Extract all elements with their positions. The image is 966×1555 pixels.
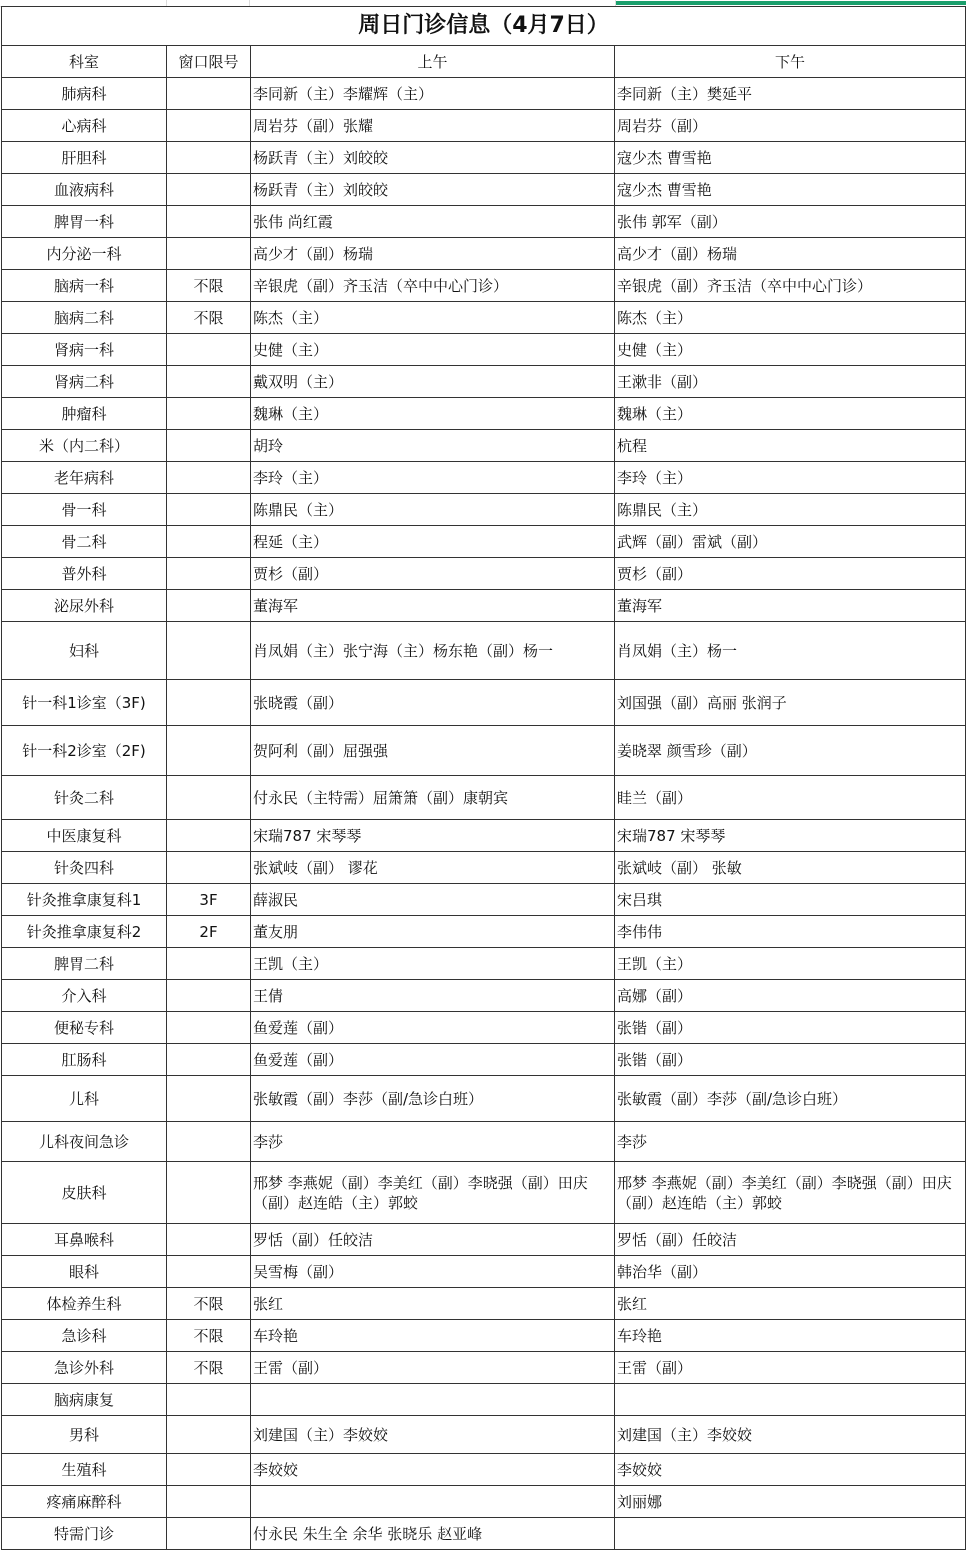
- am-cell: 高少才（副）杨瑞: [251, 238, 615, 270]
- limit-cell: [167, 558, 251, 590]
- am-cell: 辛银虎（副）齐玉洁（卒中中心门诊）: [251, 270, 615, 302]
- pm-cell: 贾杉（副）: [615, 558, 966, 590]
- pm-cell: [615, 1384, 966, 1416]
- table-row: [2, 174, 966, 206]
- limit-cell: 不限: [167, 1320, 251, 1352]
- table-row: [2, 430, 966, 462]
- table-row: [2, 1162, 966, 1224]
- am-cell: 吴雪梅（副）: [251, 1256, 615, 1288]
- dept-cell: 皮肤科: [2, 1162, 167, 1224]
- limit-cell: [167, 142, 251, 174]
- limit-cell: [167, 590, 251, 622]
- limit-cell: [167, 622, 251, 680]
- limit-cell: [167, 430, 251, 462]
- limit-cell: [167, 1416, 251, 1454]
- dept-cell: 肛肠科: [2, 1044, 167, 1076]
- dept-cell: 中医康复科: [2, 820, 167, 852]
- am-cell: 董友朋: [251, 916, 615, 948]
- dept-cell: 老年病科: [2, 462, 167, 494]
- dept-cell: 普外科: [2, 558, 167, 590]
- table-row: [2, 622, 966, 680]
- table-row: [2, 1454, 966, 1486]
- table-row: [2, 1122, 966, 1162]
- dept-cell: 血液病科: [2, 174, 167, 206]
- dept-cell: 米（内二科）: [2, 430, 167, 462]
- dept-cell: 针灸二科: [2, 776, 167, 820]
- limit-cell: 2F: [167, 916, 251, 948]
- am-cell: 周岩芬（副）张耀: [251, 110, 615, 142]
- pm-cell: 刘丽娜: [615, 1486, 966, 1518]
- table-row: [2, 726, 966, 776]
- header-row: [2, 46, 966, 78]
- pm-cell: 张伟 郭军（副）: [615, 206, 966, 238]
- table-row: [2, 366, 966, 398]
- am-cell: 李姣姣: [251, 1454, 615, 1486]
- table-row: [2, 558, 966, 590]
- am-cell: 车玲艳: [251, 1320, 615, 1352]
- am-cell: [251, 1486, 615, 1518]
- dept-cell: 介入科: [2, 980, 167, 1012]
- pm-cell: 陈杰（主）: [615, 302, 966, 334]
- dept-cell: 眼科: [2, 1256, 167, 1288]
- pm-cell: [615, 1518, 966, 1550]
- header-pm: 下午: [615, 46, 966, 78]
- limit-cell: [167, 398, 251, 430]
- pm-cell: 周岩芬（副）: [615, 110, 966, 142]
- table-row: [2, 1486, 966, 1518]
- limit-cell: [167, 526, 251, 558]
- limit-cell: [167, 1384, 251, 1416]
- limit-cell: [167, 948, 251, 980]
- dept-cell: 生殖科: [2, 1454, 167, 1486]
- header-limit: 窗口限号: [167, 46, 251, 78]
- limit-cell: [167, 726, 251, 776]
- dept-cell: 耳鼻喉科: [2, 1224, 167, 1256]
- table-row: [2, 1416, 966, 1454]
- limit-cell: [167, 1486, 251, 1518]
- limit-cell: [167, 980, 251, 1012]
- table-row: [2, 238, 966, 270]
- pm-cell: 李玲（主）: [615, 462, 966, 494]
- dept-cell: 特需门诊: [2, 1518, 167, 1550]
- limit-cell: [167, 1256, 251, 1288]
- table-row: [2, 1076, 966, 1122]
- dept-cell: 疼痛麻醉科: [2, 1486, 167, 1518]
- limit-cell: [167, 852, 251, 884]
- limit-cell: [167, 1122, 251, 1162]
- limit-cell: [167, 238, 251, 270]
- limit-cell: [167, 1012, 251, 1044]
- pm-cell: 高娜（副）: [615, 980, 966, 1012]
- am-cell: 魏琳（主）: [251, 398, 615, 430]
- table-row: [2, 334, 966, 366]
- pm-cell: 李莎: [615, 1122, 966, 1162]
- table-row: [2, 206, 966, 238]
- am-cell: 杨跃青（主）刘皎皎: [251, 174, 615, 206]
- pm-cell: 张锴（副）: [615, 1044, 966, 1076]
- table-row: [2, 1518, 966, 1550]
- pm-cell: 王雷（副）: [615, 1352, 966, 1384]
- dept-cell: 骨二科: [2, 526, 167, 558]
- table-row: [2, 852, 966, 884]
- am-cell: 胡玲: [251, 430, 615, 462]
- dept-cell: 肺病科: [2, 78, 167, 110]
- pm-cell: 杭程: [615, 430, 966, 462]
- am-cell: 付永民（主特需）屈箫箫（副）康朝宾: [251, 776, 615, 820]
- pm-cell: 姜晓翠 颜雪珍（副）: [615, 726, 966, 776]
- am-cell: 贺阿利（副）屈强强: [251, 726, 615, 776]
- table-row: [2, 110, 966, 142]
- table-row: [2, 142, 966, 174]
- dept-cell: 脑病二科: [2, 302, 167, 334]
- table-row: [2, 680, 966, 726]
- limit-cell: [167, 174, 251, 206]
- dept-cell: 肾病一科: [2, 334, 167, 366]
- pm-cell: 辛银虎（副）齐玉洁（卒中中心门诊）: [615, 270, 966, 302]
- limit-cell: [167, 1044, 251, 1076]
- pm-cell: 魏琳（主）: [615, 398, 966, 430]
- am-cell: 张伟 尚红霞: [251, 206, 615, 238]
- am-cell: 程延（主）: [251, 526, 615, 558]
- dept-cell: 脾胃二科: [2, 948, 167, 980]
- dept-cell: 肿瘤科: [2, 398, 167, 430]
- am-cell: 李玲（主）: [251, 462, 615, 494]
- am-cell: 史健（主）: [251, 334, 615, 366]
- dept-cell: 急诊外科: [2, 1352, 167, 1384]
- am-cell: 李同新（主）李耀辉（主）: [251, 78, 615, 110]
- am-cell: 张斌岐（副） 谬花: [251, 852, 615, 884]
- dept-cell: 心病科: [2, 110, 167, 142]
- dept-cell: 儿科夜间急诊: [2, 1122, 167, 1162]
- pm-cell: 李姣姣: [615, 1454, 966, 1486]
- pm-cell: 王漱非（副）: [615, 366, 966, 398]
- limit-cell: [167, 680, 251, 726]
- dept-cell: 针灸推拿康复科2: [2, 916, 167, 948]
- title-row: [2, 7, 966, 46]
- limit-cell: [167, 206, 251, 238]
- dept-cell: 男科: [2, 1416, 167, 1454]
- table-row: [2, 1012, 966, 1044]
- limit-cell: [167, 334, 251, 366]
- header-dept: 科室: [2, 46, 167, 78]
- am-cell: 刘建国（主）李姣姣: [251, 1416, 615, 1454]
- selection-indicator: [616, 1, 966, 5]
- page-title: 周日门诊信息（4月7日）: [2, 7, 966, 46]
- table-row: [2, 1320, 966, 1352]
- limit-cell: 不限: [167, 1288, 251, 1320]
- am-cell: 罗恬（副）任皎洁: [251, 1224, 615, 1256]
- dept-cell: 妇科: [2, 622, 167, 680]
- am-cell: 王凯（主）: [251, 948, 615, 980]
- dept-cell: 肾病二科: [2, 366, 167, 398]
- dept-cell: 针一科1诊室（3F): [2, 680, 167, 726]
- table-row: [2, 494, 966, 526]
- dept-cell: 脑病康复: [2, 1384, 167, 1416]
- limit-cell: 不限: [167, 270, 251, 302]
- am-cell: 戴双明（主）: [251, 366, 615, 398]
- am-cell: 张敏霞（副）李莎（副/急诊白班）: [251, 1076, 615, 1122]
- am-cell: 陈杰（主）: [251, 302, 615, 334]
- dept-cell: 脾胃一科: [2, 206, 167, 238]
- am-cell: 王雷（副）: [251, 1352, 615, 1384]
- pm-cell: 寇少杰 曹雪艳: [615, 142, 966, 174]
- dept-cell: 便秘专科: [2, 1012, 167, 1044]
- limit-cell: 不限: [167, 302, 251, 334]
- am-cell: 陈鼎民（主）: [251, 494, 615, 526]
- dept-cell: 针一科2诊室（2F): [2, 726, 167, 776]
- table-row: [2, 462, 966, 494]
- limit-cell: [167, 1518, 251, 1550]
- table-row: [2, 1256, 966, 1288]
- pm-cell: 陈鼎民（主）: [615, 494, 966, 526]
- table-row: [2, 820, 966, 852]
- pm-cell: 张敏霞（副）李莎（副/急诊白班）: [615, 1076, 966, 1122]
- am-cell: [251, 1384, 615, 1416]
- header-am: 上午: [251, 46, 615, 78]
- am-cell: 张晓霞（副）: [251, 680, 615, 726]
- limit-cell: [167, 366, 251, 398]
- limit-cell: [167, 776, 251, 820]
- table-row: [2, 884, 966, 916]
- pm-cell: 武辉（副）雷斌（副）: [615, 526, 966, 558]
- schedule-table: [1, 6, 966, 1550]
- table-row: [2, 590, 966, 622]
- table-row: [2, 1044, 966, 1076]
- pm-cell: 张红: [615, 1288, 966, 1320]
- table-row: [2, 270, 966, 302]
- pm-cell: 李同新（主）樊延平: [615, 78, 966, 110]
- am-cell: 鱼爱莲（副）: [251, 1012, 615, 1044]
- am-cell: 邢梦 李燕妮（副）李美红（副）李晓强（副）田庆（副）赵连皓（主）郭蛟: [251, 1162, 615, 1224]
- pm-cell: 张锴（副）: [615, 1012, 966, 1044]
- table-row: [2, 1224, 966, 1256]
- table-row: [2, 980, 966, 1012]
- table-row: [2, 776, 966, 820]
- pm-cell: 车玲艳: [615, 1320, 966, 1352]
- dept-cell: 体检养生科: [2, 1288, 167, 1320]
- dept-cell: 针灸四科: [2, 852, 167, 884]
- pm-cell: 罗恬（副）任皎洁: [615, 1224, 966, 1256]
- table-row: [2, 1384, 966, 1416]
- am-cell: 肖凤娟（主）张宁海（主）杨东艳（副）杨一: [251, 622, 615, 680]
- dept-cell: 骨一科: [2, 494, 167, 526]
- limit-cell: [167, 78, 251, 110]
- limit-cell: 3F: [167, 884, 251, 916]
- am-cell: 贾杉（副）: [251, 558, 615, 590]
- table-row: [2, 1352, 966, 1384]
- pm-cell: 王凯（主）: [615, 948, 966, 980]
- table-row: [2, 948, 966, 980]
- am-cell: 宋瑞787 宋琴琴: [251, 820, 615, 852]
- pm-cell: 韩治华（副）: [615, 1256, 966, 1288]
- limit-cell: [167, 1224, 251, 1256]
- table-row: [2, 526, 966, 558]
- dept-cell: 泌尿外科: [2, 590, 167, 622]
- am-cell: 薛淑民: [251, 884, 615, 916]
- dept-cell: 急诊科: [2, 1320, 167, 1352]
- pm-cell: 邢梦 李燕妮（副）李美红（副）李晓强（副）田庆（副）赵连皓（主）郭蛟: [615, 1162, 966, 1224]
- limit-cell: [167, 1076, 251, 1122]
- am-cell: 董海军: [251, 590, 615, 622]
- pm-cell: 李伟伟: [615, 916, 966, 948]
- table-row: [2, 78, 966, 110]
- limit-cell: [167, 1162, 251, 1224]
- limit-cell: [167, 1454, 251, 1486]
- pm-cell: 史健（主）: [615, 334, 966, 366]
- dept-cell: 内分泌一科: [2, 238, 167, 270]
- limit-cell: 不限: [167, 1352, 251, 1384]
- pm-cell: 董海军: [615, 590, 966, 622]
- table-row: [2, 398, 966, 430]
- am-cell: 付永民 朱生全 余华 张晓乐 赵亚峰: [251, 1518, 615, 1550]
- pm-cell: 寇少杰 曹雪艳: [615, 174, 966, 206]
- pm-cell: 眭兰（副）: [615, 776, 966, 820]
- pm-cell: 张斌岐（副） 张敏: [615, 852, 966, 884]
- table-row: [2, 302, 966, 334]
- dept-cell: 针灸推拿康复科1: [2, 884, 167, 916]
- limit-cell: [167, 820, 251, 852]
- pm-cell: 宋吕琪: [615, 884, 966, 916]
- limit-cell: [167, 494, 251, 526]
- limit-cell: [167, 462, 251, 494]
- pm-cell: 肖凤娟（主）杨一: [615, 622, 966, 680]
- pm-cell: 高少才（副）杨瑞: [615, 238, 966, 270]
- am-cell: 王倩: [251, 980, 615, 1012]
- dept-cell: 脑病一科: [2, 270, 167, 302]
- pm-cell: 宋瑞787 宋琴琴: [615, 820, 966, 852]
- table-row: [2, 916, 966, 948]
- dept-cell: 肝胆科: [2, 142, 167, 174]
- table-row: [2, 1288, 966, 1320]
- pm-cell: 刘建国（主）李姣姣: [615, 1416, 966, 1454]
- dept-cell: 儿科: [2, 1076, 167, 1122]
- am-cell: 杨跃青（主）刘皎皎: [251, 142, 615, 174]
- am-cell: 鱼爱莲（副）: [251, 1044, 615, 1076]
- am-cell: 张红: [251, 1288, 615, 1320]
- pm-cell: 刘国强（副）高丽 张润子: [615, 680, 966, 726]
- am-cell: 李莎: [251, 1122, 615, 1162]
- limit-cell: [167, 110, 251, 142]
